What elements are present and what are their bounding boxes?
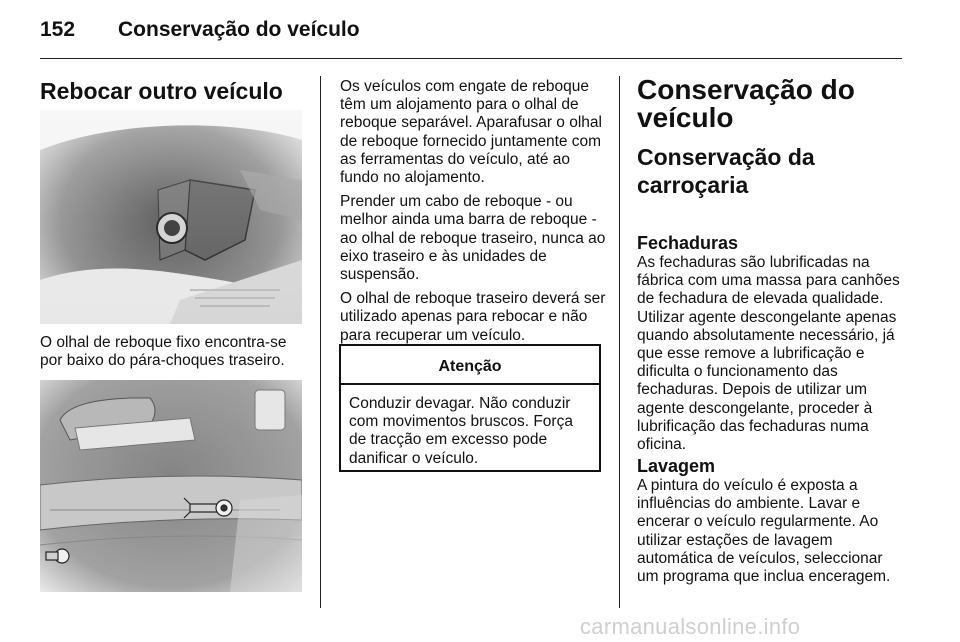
- page-number: 152: [40, 18, 76, 41]
- warning-title: Atenção: [341, 346, 599, 385]
- subheading-washing: Lavagem: [637, 456, 716, 476]
- rear-bumper-tow-eye-illustration: [40, 380, 302, 592]
- watermark: carmanualsonline.info: [580, 614, 801, 639]
- paragraph: Os veículos com engate de reboque têm um alojamento para o olhal de reboque separável. Aparafusar o olhal de reboque fornecido juntamente com as ferramentas do veículo, até ao fundo no alojamento.: [340, 78, 602, 187]
- paragraph: Prender um cabo de reboque - ou melhor ainda uma barra de reboque - ao olhal de reboque traseiro, nunca ao eixo traseiro e às unidades de suspensão.: [340, 193, 606, 284]
- warning-body: Conduzir devagar. Não conduzir com movimentos bruscos. Força de tracção em excesso pode danificar o veículo.: [349, 395, 573, 467]
- image-caption: O olhal de reboque fixo encontra-se por baixo do pára-choques traseiro.: [40, 334, 287, 370]
- warning-box: [339, 344, 601, 472]
- running-header-title: Conservação do veículo: [118, 18, 360, 41]
- subheading-locks: Fechaduras: [637, 233, 739, 253]
- header-divider: [40, 58, 902, 59]
- chapter-heading: Conservação do veículo: [637, 74, 855, 133]
- column-divider-1: [320, 76, 321, 608]
- locks-text: As fechaduras são lubrificadas na fábrica com uma massa para canhões de fechadura de elevada qualidade. Utilizar agente descongelante apenas quando absolutamente necessário, já que esse remove a lubrificação e dificulta o funcionamento das fechaduras. Depois de utilizar um agente descongelante, proceder à lubrificação das fechaduras numa oficina.: [637, 254, 900, 454]
- tow-eye-underbody-illustration: [40, 110, 302, 324]
- section-heading: Conservação da carroçaria: [637, 144, 815, 198]
- paragraph: O olhal de reboque traseiro deverá ser utilizado apenas para rebocar e não para recuperar um veículo.: [340, 290, 606, 344]
- washing-text: A pintura do veículo é exposta a influências do ambiente. Lavar e encerar o veículo regularmente. Ao utilizar estações de lavagem automática de veículos, seleccionar um programa que inclua enceragem.: [637, 477, 891, 586]
- section-title: Rebocar outro veículo: [40, 78, 283, 104]
- column-divider-2: [619, 76, 620, 608]
- middle-column-text: [340, 78, 606, 351]
